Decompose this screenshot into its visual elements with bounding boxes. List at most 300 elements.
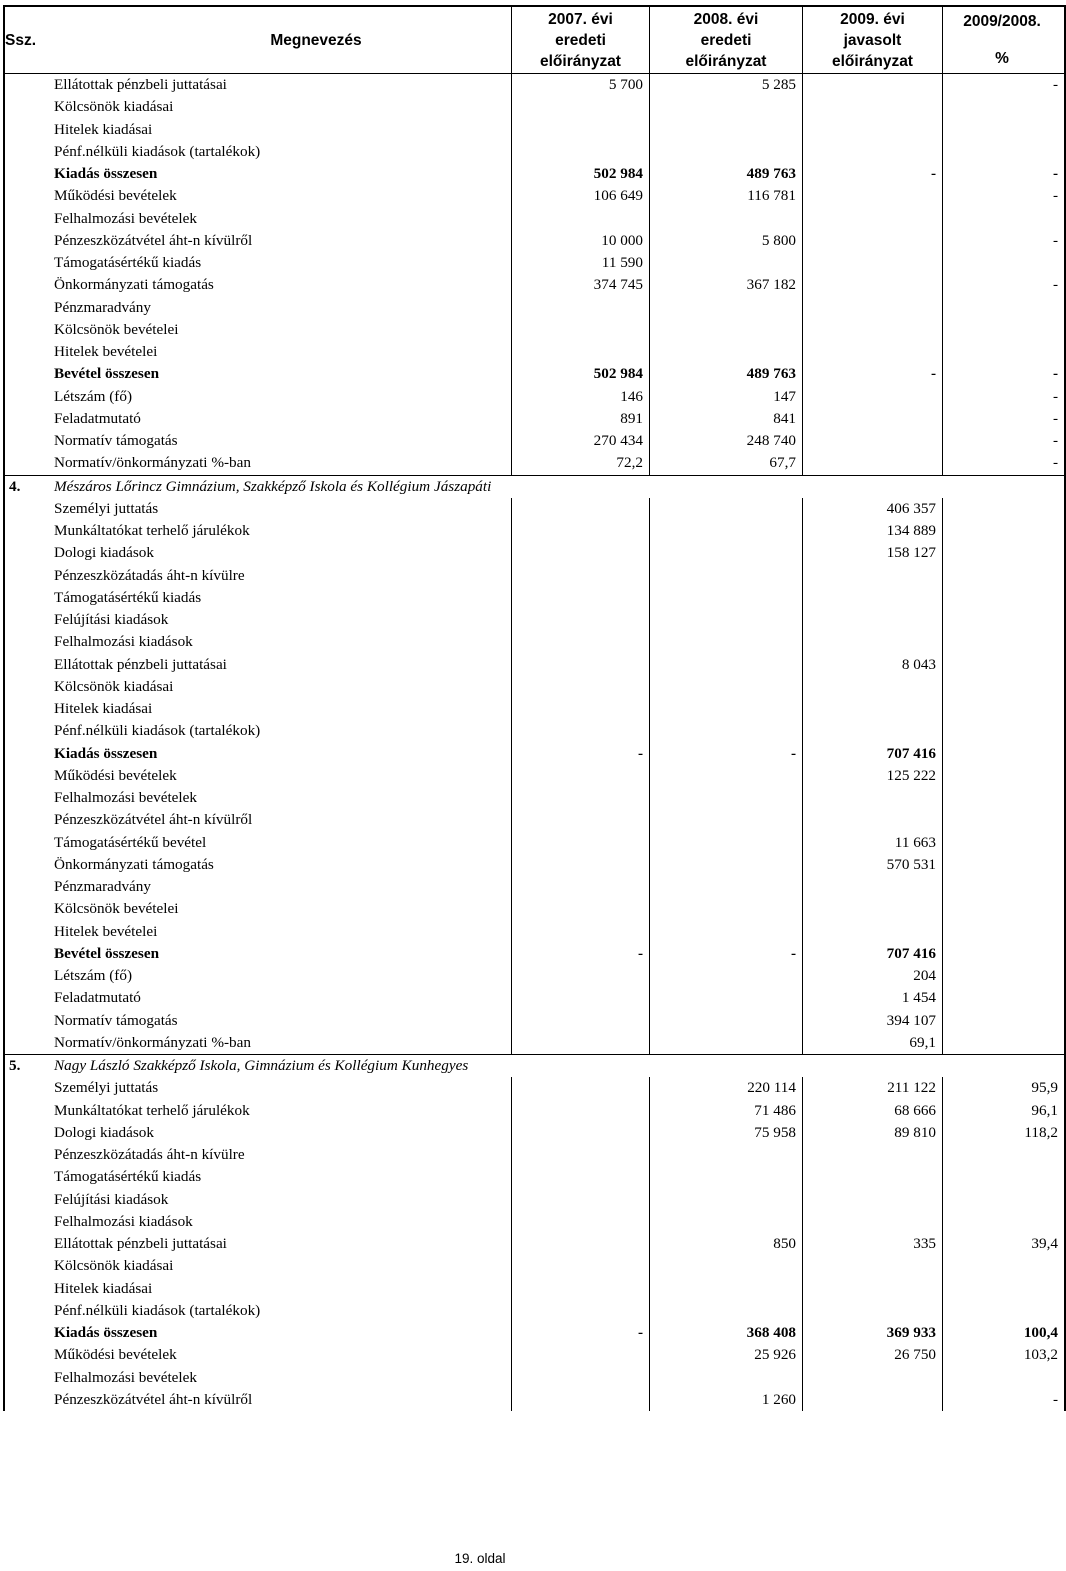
- row-number-cell: [4, 542, 54, 564]
- value-ratio: -: [943, 274, 1066, 296]
- value-2009: [803, 96, 943, 118]
- value-ratio: [943, 987, 1066, 1009]
- value-2007: [512, 654, 650, 676]
- table-row: [4, 787, 1065, 809]
- value-2007: 11 590: [512, 252, 650, 274]
- row-number-cell: [4, 408, 54, 430]
- table-row: [4, 1010, 1065, 1032]
- value-2007: [512, 676, 650, 698]
- header-col-2008: 2008. évi eredeti előirányzat: [650, 6, 803, 74]
- row-number-cell: [4, 631, 54, 653]
- row-number-cell: [4, 163, 54, 185]
- row-number-cell: [4, 74, 54, 97]
- total-row: [4, 1322, 1065, 1344]
- table-row: [4, 765, 1065, 787]
- row-number-cell: [4, 876, 54, 898]
- row-label: Ellátottak pénzbeli juttatásai: [54, 1235, 227, 1253]
- value-2007: [512, 876, 650, 898]
- row-number-cell: [4, 1255, 54, 1277]
- value-2009: [803, 587, 943, 609]
- row-label: Hitelek bevételei: [54, 922, 158, 940]
- value-ratio: 39,4: [943, 1233, 1066, 1255]
- table-row: [4, 1032, 1065, 1055]
- value-2008: 850: [650, 1233, 803, 1255]
- value-2009: [803, 297, 943, 319]
- table-row: [4, 1144, 1065, 1166]
- table-row: [4, 854, 1065, 876]
- row-label: Normatív/önkormányzati %-ban: [54, 454, 251, 472]
- value-2008: 116 781: [650, 185, 803, 207]
- value-ratio: [943, 1300, 1066, 1322]
- value-ratio: [943, 208, 1066, 230]
- table-row: [4, 1344, 1065, 1366]
- value-2009: [803, 119, 943, 141]
- row-number-cell: [4, 1344, 54, 1366]
- value-2008: [650, 609, 803, 631]
- value-2008: [650, 787, 803, 809]
- table-row: [4, 96, 1065, 118]
- row-number-cell: [4, 1077, 54, 1099]
- value-2009: [803, 341, 943, 363]
- table-row: [4, 319, 1065, 341]
- row-number-cell: [4, 965, 54, 987]
- row-label: Kölcsönök kiadásai: [54, 1257, 174, 1275]
- value-2007: [512, 119, 650, 141]
- table-row: [4, 119, 1065, 141]
- value-2009: [803, 787, 943, 809]
- value-2007: [512, 698, 650, 720]
- table-row: [4, 654, 1065, 676]
- header-no: Ssz.: [4, 6, 54, 74]
- value-ratio: 103,2: [943, 1344, 1066, 1366]
- table-row: [4, 252, 1065, 274]
- value-2007: [512, 1100, 650, 1122]
- row-label: Pénzeszközátvétel áht-n kívülről: [54, 1390, 253, 1408]
- row-label: Kölcsönök bevételei: [54, 320, 179, 338]
- value-2009: [803, 386, 943, 408]
- value-2007: [512, 765, 650, 787]
- table-row: [4, 1189, 1065, 1211]
- value-2009: 570 531: [803, 854, 943, 876]
- value-2008: 489 763: [650, 363, 803, 385]
- row-number-cell: [4, 185, 54, 207]
- value-2009: [803, 631, 943, 653]
- row-label: Felhalmozási bevételek: [54, 789, 197, 807]
- value-2009: 707 416: [803, 743, 943, 765]
- value-ratio: [943, 876, 1066, 898]
- value-ratio: [943, 654, 1066, 676]
- value-2008: [650, 1166, 803, 1188]
- row-number-cell: [4, 1144, 54, 1166]
- value-ratio: [943, 119, 1066, 141]
- value-2009: 1 454: [803, 987, 943, 1009]
- row-number-cell: [4, 1122, 54, 1144]
- value-2009: [803, 452, 943, 475]
- value-ratio: [943, 498, 1066, 520]
- value-2007: [512, 965, 650, 987]
- value-2007: [512, 341, 650, 363]
- table-row: [4, 1300, 1065, 1322]
- value-2007: 891: [512, 408, 650, 430]
- row-label: Pénzeszközátadás áht-n kívülre: [54, 1146, 245, 1164]
- row-label: Bevétel összesen: [54, 944, 160, 962]
- row-number-cell: [4, 386, 54, 408]
- row-number-cell: [4, 809, 54, 831]
- row-label: Pénf.nélküli kiadások (tartalékok): [54, 722, 261, 740]
- value-2008: [650, 1144, 803, 1166]
- section-header-row: [4, 475, 1065, 498]
- value-ratio: [943, 1010, 1066, 1032]
- value-2007: [512, 587, 650, 609]
- row-label: Pénzeszközátvétel áht-n kívülről: [54, 811, 253, 829]
- value-2008: 248 740: [650, 430, 803, 452]
- row-label: Kiadás összesen: [54, 1324, 158, 1342]
- table-row: [4, 965, 1065, 987]
- value-2008: 71 486: [650, 1100, 803, 1122]
- value-2008: -: [650, 743, 803, 765]
- section-header-row: [4, 1055, 1065, 1078]
- value-ratio: [943, 854, 1066, 876]
- value-2009: 8 043: [803, 654, 943, 676]
- value-ratio: -: [943, 363, 1066, 385]
- row-number-cell: [4, 1166, 54, 1188]
- value-2008: [650, 319, 803, 341]
- value-2007: [512, 832, 650, 854]
- value-2009: [803, 698, 943, 720]
- row-number-cell: [4, 1032, 54, 1055]
- row-number-cell: [4, 341, 54, 363]
- row-number-cell: [4, 654, 54, 676]
- value-2009: 68 666: [803, 1100, 943, 1122]
- table-row: [4, 587, 1065, 609]
- row-label: Működési bevételek: [54, 766, 177, 784]
- value-ratio: [943, 520, 1066, 542]
- table-row: [4, 565, 1065, 587]
- row-label: Hitelek kiadásai: [54, 120, 153, 138]
- value-2008: [650, 876, 803, 898]
- value-2007: [512, 1211, 650, 1233]
- value-2009: [803, 1144, 943, 1166]
- row-number-cell: [4, 141, 54, 163]
- value-ratio: -: [943, 230, 1066, 252]
- table-row: [4, 987, 1065, 1009]
- table-row: [4, 1077, 1065, 1099]
- value-2008: [650, 921, 803, 943]
- row-label: Személyi juttatás: [54, 1079, 159, 1097]
- value-2007: -: [512, 1322, 650, 1344]
- row-number-cell: [4, 743, 54, 765]
- value-2009: [803, 274, 943, 296]
- section-title: Nagy László Szakképző Iskola, Gimnázium és Kollégium Kunhegyes: [54, 1055, 1065, 1078]
- value-2007: [512, 141, 650, 163]
- row-label: Normatív/önkormányzati %-ban: [54, 1033, 251, 1051]
- row-number-cell: [4, 363, 54, 385]
- table-row: [4, 408, 1065, 430]
- table-row: [4, 1166, 1065, 1188]
- value-2008: [650, 141, 803, 163]
- row-label: Hitelek kiadásai: [54, 700, 153, 718]
- value-ratio: [943, 787, 1066, 809]
- table-row: [4, 1122, 1065, 1144]
- value-2007: [512, 520, 650, 542]
- value-2007: [512, 319, 650, 341]
- value-2007: 502 984: [512, 163, 650, 185]
- value-ratio: [943, 609, 1066, 631]
- value-ratio: [943, 676, 1066, 698]
- value-2009: 335: [803, 1233, 943, 1255]
- value-ratio: 118,2: [943, 1122, 1066, 1144]
- row-number-cell: [4, 1100, 54, 1122]
- row-label: Dologi kiadások: [54, 1123, 154, 1141]
- value-2008: 5 800: [650, 230, 803, 252]
- value-2008: [650, 765, 803, 787]
- table-row: [4, 832, 1065, 854]
- row-number-cell: [4, 720, 54, 742]
- value-2007: [512, 1032, 650, 1055]
- value-2007: [512, 787, 650, 809]
- value-2009: [803, 252, 943, 274]
- value-ratio: [943, 319, 1066, 341]
- row-label: Hitelek bevételei: [54, 343, 158, 361]
- value-2008: 367 182: [650, 274, 803, 296]
- row-number-cell: [4, 1300, 54, 1322]
- value-ratio: [943, 743, 1066, 765]
- value-2009: 26 750: [803, 1344, 943, 1366]
- value-2007: [512, 921, 650, 943]
- value-2009: -: [803, 163, 943, 185]
- table-row: [4, 876, 1065, 898]
- row-label: Normatív támogatás: [54, 1011, 178, 1029]
- value-2009: 394 107: [803, 1010, 943, 1032]
- table-row: [4, 74, 1065, 97]
- value-ratio: [943, 1189, 1066, 1211]
- value-2009: [803, 1189, 943, 1211]
- table-row: [4, 341, 1065, 363]
- value-ratio: [943, 1166, 1066, 1188]
- table-row: [4, 698, 1065, 720]
- value-2008: [650, 965, 803, 987]
- value-2008: [650, 1189, 803, 1211]
- row-label: Felhalmozási kiadások: [54, 1212, 193, 1230]
- row-number-cell: [4, 676, 54, 698]
- row-number-cell: [4, 765, 54, 787]
- row-number-cell: [4, 498, 54, 520]
- row-label: Támogatásértékű kiadás: [54, 588, 202, 606]
- table-row: [4, 520, 1065, 542]
- row-label: Feladatmutató: [54, 989, 141, 1007]
- value-2009: [803, 720, 943, 742]
- value-ratio: [943, 252, 1066, 274]
- row-number-cell: [4, 520, 54, 542]
- value-2009: [803, 430, 943, 452]
- row-label: Kölcsönök kiadásai: [54, 98, 174, 116]
- value-ratio: [943, 1032, 1066, 1055]
- value-2008: [650, 587, 803, 609]
- row-number-cell: [4, 119, 54, 141]
- table-row: [4, 809, 1065, 831]
- value-2007: 374 745: [512, 274, 650, 296]
- header-col-2009: 2009. évi javasolt előirányzat: [803, 6, 943, 74]
- row-number-cell: [4, 1189, 54, 1211]
- row-number-cell: [4, 1211, 54, 1233]
- table-row: [4, 676, 1065, 698]
- value-2009: 11 663: [803, 832, 943, 854]
- table-row: [4, 386, 1065, 408]
- total-row: [4, 363, 1065, 385]
- row-number-cell: [4, 587, 54, 609]
- table-body: [4, 74, 1065, 1412]
- value-2008: [650, 297, 803, 319]
- value-2007: [512, 498, 650, 520]
- value-ratio: -: [943, 163, 1066, 185]
- header-col-2007: 2007. évi eredeti előirányzat: [512, 6, 650, 74]
- value-2008: -: [650, 943, 803, 965]
- value-2007: 270 434: [512, 430, 650, 452]
- value-2007: [512, 1166, 650, 1188]
- row-number-cell: [4, 1389, 54, 1411]
- row-number-cell: [4, 96, 54, 118]
- value-2008: [650, 654, 803, 676]
- row-number-cell: [4, 854, 54, 876]
- value-2008: 841: [650, 408, 803, 430]
- value-2007: 106 649: [512, 185, 650, 207]
- value-2009: [803, 1166, 943, 1188]
- value-2009: 211 122: [803, 1077, 943, 1099]
- value-ratio: [943, 1367, 1066, 1389]
- value-2009: [803, 208, 943, 230]
- row-label: Ellátottak pénzbeli juttatásai: [54, 76, 227, 94]
- value-2008: [650, 854, 803, 876]
- value-2009: [803, 141, 943, 163]
- value-2008: [650, 832, 803, 854]
- value-2008: 5 285: [650, 74, 803, 97]
- value-2008: [650, 119, 803, 141]
- value-2008: 489 763: [650, 163, 803, 185]
- row-number-cell: [4, 274, 54, 296]
- row-label: Felújítási kiadások: [54, 1190, 169, 1208]
- row-label: Felújítási kiadások: [54, 611, 169, 629]
- value-ratio: [943, 898, 1066, 920]
- value-2007: -: [512, 943, 650, 965]
- table-row: [4, 898, 1065, 920]
- value-ratio: [943, 96, 1066, 118]
- value-ratio: -: [943, 408, 1066, 430]
- value-ratio: [943, 698, 1066, 720]
- value-ratio: -: [943, 74, 1066, 97]
- header-name: Megnevezés: [54, 6, 512, 74]
- value-2008: [650, 987, 803, 1009]
- table-row: [4, 208, 1065, 230]
- section-title: Mészáros Lőrincz Gimnázium, Szakképző Iskola és Kollégium Jászapáti: [54, 475, 1065, 498]
- table-row: [4, 1367, 1065, 1389]
- row-label: Kiadás összesen: [54, 165, 158, 183]
- value-2007: [512, 1077, 650, 1099]
- row-label: Pénf.nélküli kiadások (tartalékok): [54, 142, 261, 160]
- page-number: 19. oldal: [454, 1551, 506, 1566]
- row-label: Felhalmozási bevételek: [54, 1368, 197, 1386]
- value-2007: [512, 1189, 650, 1211]
- row-label: Támogatásértékű kiadás: [54, 1168, 202, 1186]
- value-2008: [650, 252, 803, 274]
- value-ratio: [943, 943, 1066, 965]
- value-2009: [803, 1389, 943, 1411]
- row-label: Támogatásértékű kiadás: [54, 254, 202, 272]
- value-2008: 67,7: [650, 452, 803, 475]
- value-2007: [512, 809, 650, 831]
- budget-sheet: [3, 5, 1058, 1411]
- row-number-cell: [4, 921, 54, 943]
- value-2009: 134 889: [803, 520, 943, 542]
- value-ratio: [943, 1211, 1066, 1233]
- value-2009: [803, 1367, 943, 1389]
- value-2008: [650, 1278, 803, 1300]
- value-2007: [512, 609, 650, 631]
- row-number-cell: [4, 698, 54, 720]
- value-2009: [803, 185, 943, 207]
- row-number-cell: [4, 430, 54, 452]
- row-label: Dologi kiadások: [54, 544, 154, 562]
- value-ratio: [943, 341, 1066, 363]
- value-2007: 5 700: [512, 74, 650, 97]
- value-2009: [803, 898, 943, 920]
- header-col-ratio: 2009/2008. %: [943, 6, 1066, 74]
- value-2009: [803, 230, 943, 252]
- value-2008: [650, 1032, 803, 1055]
- row-label: Munkáltatókat terhelő járulékok: [54, 1101, 250, 1119]
- value-ratio: 96,1: [943, 1100, 1066, 1122]
- section-number: 4.: [4, 475, 54, 498]
- value-ratio: [943, 297, 1066, 319]
- value-2008: [650, 520, 803, 542]
- value-2008: [650, 208, 803, 230]
- value-ratio: [943, 1278, 1066, 1300]
- value-2007: [512, 1255, 650, 1277]
- row-number-cell: [4, 319, 54, 341]
- value-2007: [512, 542, 650, 564]
- row-label: Támogatásértékű bevétel: [54, 833, 207, 851]
- row-label: Személyi juttatás: [54, 499, 159, 517]
- table-row: [4, 1100, 1065, 1122]
- value-2008: [650, 341, 803, 363]
- value-2007: [512, 631, 650, 653]
- value-2008: [650, 1367, 803, 1389]
- value-2008: [650, 1255, 803, 1277]
- value-2008: [650, 542, 803, 564]
- row-number-cell: [4, 297, 54, 319]
- value-ratio: [943, 809, 1066, 831]
- value-2009: [803, 876, 943, 898]
- row-label: Pénzmaradvány: [54, 298, 151, 316]
- row-label: Feladatmutató: [54, 409, 141, 427]
- row-label: Felhalmozási bevételek: [54, 209, 197, 227]
- value-ratio: [943, 921, 1066, 943]
- table-row: [4, 1233, 1065, 1255]
- row-label: Önkormányzati támogatás: [54, 276, 214, 294]
- value-2009: [803, 319, 943, 341]
- value-2007: [512, 1278, 650, 1300]
- value-2007: [512, 1144, 650, 1166]
- value-2008: [650, 1300, 803, 1322]
- table-row: [4, 274, 1065, 296]
- row-number-cell: [4, 1010, 54, 1032]
- value-ratio: [943, 565, 1066, 587]
- value-ratio: [943, 141, 1066, 163]
- value-2008: [650, 698, 803, 720]
- value-2009: 707 416: [803, 943, 943, 965]
- value-2008: [650, 498, 803, 520]
- value-ratio: -: [943, 452, 1066, 475]
- budget-table: [3, 5, 1066, 1411]
